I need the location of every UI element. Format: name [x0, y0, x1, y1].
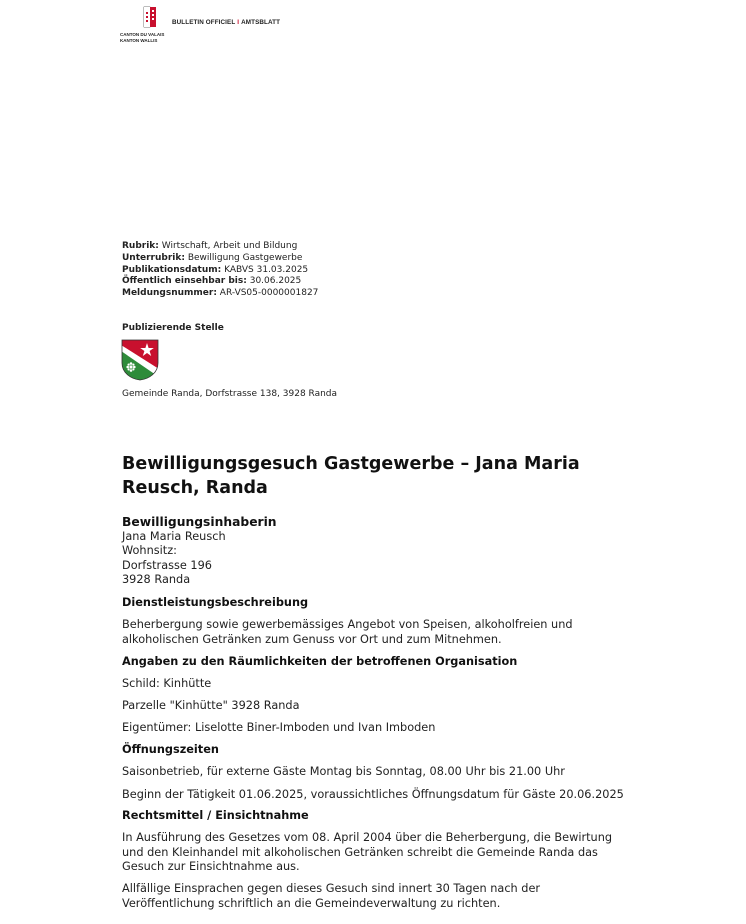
- canton-valais-logo: [120, 6, 165, 43]
- canton-name-de: KANTON WALLIS: [120, 37, 158, 43]
- service-heading: Dienstleistungsbeschreibung: [122, 596, 309, 609]
- bulletin-de: AMTSBLATT: [241, 19, 281, 26]
- premises-heading: Angaben zu den Räumlichkeiten der betroffenen Organisation: [122, 655, 518, 668]
- premises-parzelle: Parzelle "Kinhütte" 3928 Randa: [122, 699, 300, 712]
- legal-paragraph-2: Allfällige Einsprachen gegen dieses Gesuch sind innert 30 Tagen nach der Veröffentlichung schriftlich an die Gemeindeverwaltung zu richten.: [122, 882, 541, 910]
- bulletin-separator: I: [237, 19, 240, 26]
- premises-schild: Schild: Kinhütte: [122, 677, 212, 690]
- holder-street: Dorfstrasse 196: [122, 558, 212, 572]
- bulletin-title: [172, 19, 280, 26]
- service-description: Beherbergung sowie gewerbemässiges Angebot von Speisen, alkoholfreien und alkoholischen Getränken zum Genuss vor Ort und zum Mitnehmen.: [122, 618, 573, 646]
- holder-city: 3928 Randa: [122, 573, 191, 586]
- holder-wohnsitz-label: Wohnsitz:: [122, 544, 177, 557]
- valais-flag-icon: [120, 6, 160, 28]
- meta-meldungsnummer: Meldungsnummer: AR-VS05-0000001827: [122, 288, 319, 299]
- legal-paragraph-1: In Ausführung des Gesetzes vom 08. April 2004 über die Beherbergung, die Bewirtung und den Kleinhandel mit alkoholischen Getränken schreibt die Gemeinde Randa das Gesuch zur Einsichtnahme aus.: [122, 831, 613, 873]
- page-title: [122, 452, 682, 500]
- title-line-2: Reusch, Randa: [122, 478, 268, 498]
- meta-einsehbar: Öffentlich einsehbar bis: 30.06.2025: [122, 276, 302, 287]
- meta-unterrubrik: Unterrubrik: Bewilligung Gastgewerbe: [122, 252, 303, 263]
- holder-section: [122, 515, 622, 588]
- meta-rubrik: Rubrik: Wirtschaft, Arbeit und Bildung: [122, 241, 298, 251]
- holder-name: Jana Maria Reusch: [122, 529, 226, 543]
- title-line-1: Bewilligungsgesuch Gastgewerbe – Jana Maria: [122, 454, 580, 474]
- hours-heading: Öffnungszeiten: [122, 743, 219, 756]
- randa-coat-of-arms-icon: [121, 339, 159, 381]
- publication-meta: [122, 241, 318, 300]
- holder-heading: Bewilligungsinhaberin: [122, 515, 277, 529]
- legal-heading: Rechtsmittel / Einsichtnahme: [122, 809, 309, 822]
- meta-publikationsdatum: Publikationsdatum: KABVS 31.03.2025: [122, 264, 309, 275]
- publisher-address: Gemeinde Randa, Dorfstrasse 138, 3928 Randa: [122, 389, 338, 399]
- hours-line-1: Saisonbetrieb, für externe Gäste Montag bis Sonntag, 08.00 Uhr bis 21.00 Uhr: [122, 765, 565, 778]
- publisher-heading: Publizierende Stelle: [122, 323, 224, 333]
- hours-line-2: Beginn der Tätigkeit 01.06.2025, voraussichtliches Öffnungsdatum für Gäste 20.06.2025: [122, 788, 624, 801]
- bulletin-fr: BULLETIN OFFICIEL: [172, 19, 236, 26]
- canton-name-fr: CANTON DU VALAIS: [120, 32, 165, 37]
- premises-eigentuemer: Eigentümer: Liselotte Biner-Imboden und Ivan Imboden: [122, 721, 436, 734]
